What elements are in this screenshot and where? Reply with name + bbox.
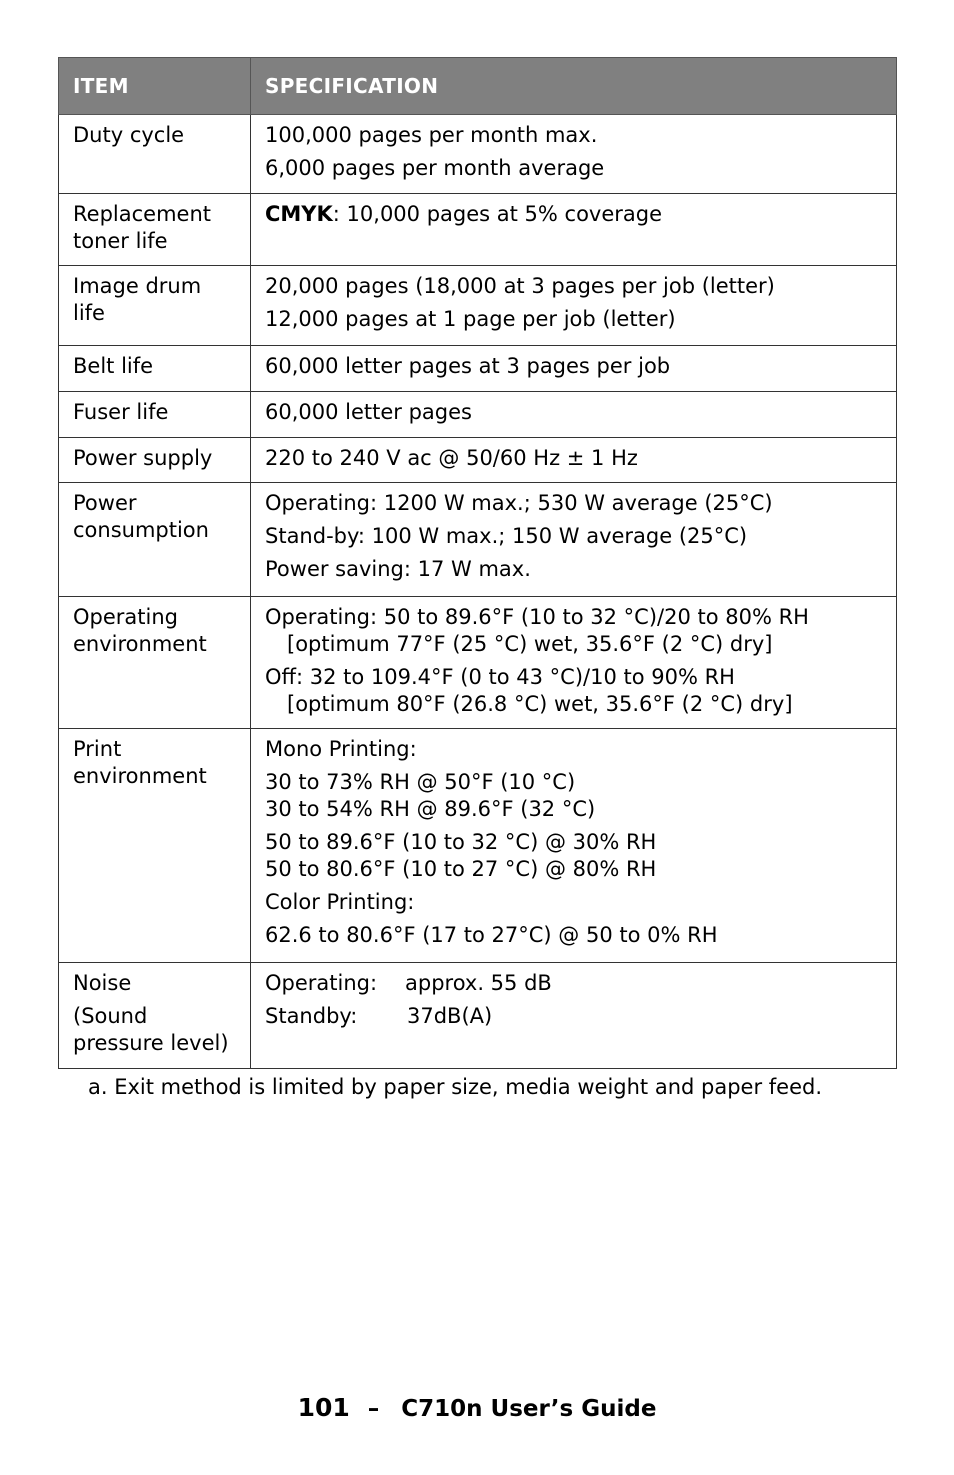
spec-cell — [251, 392, 897, 438]
spec-cell — [251, 115, 897, 194]
specification-table — [58, 57, 897, 1069]
spec-line: 20,000 pages (18,000 at 3 pages per job (letter) — [265, 274, 775, 298]
table-row — [59, 266, 897, 346]
item-cell: Operating environment — [59, 597, 251, 729]
spec-line: [optimum 77°F (25 °C) wet, 35.6°F (2 °C) dry] — [287, 632, 773, 656]
table-header-row — [59, 58, 897, 115]
spec-line: Operating: 1200 W max.; 530 W average (25°C) — [265, 491, 773, 515]
spec-label: Operating: — [265, 971, 378, 995]
item-cell: Power supply — [59, 438, 251, 483]
table-row — [59, 483, 897, 597]
spec-line: Mono Printing: — [265, 737, 417, 761]
spec-line: Operating: 50 to 89.6°F (10 to 32 °C)/20 to 80% RH — [265, 605, 809, 629]
table-row — [59, 597, 897, 729]
item-cell: Print environment — [59, 729, 251, 963]
spec-cell — [251, 483, 897, 597]
header-item: ITEM — [59, 58, 251, 115]
table-row — [59, 963, 897, 1069]
spec-line: 30 to 73% RH @ 50°F (10 °C) — [265, 770, 576, 794]
spec-value: approx. 55 dB — [405, 971, 552, 995]
spec-cell — [251, 194, 897, 266]
spec-line: 30 to 54% RH @ 89.6°F (32 °C) — [265, 797, 596, 821]
item-cell: Power consumption — [59, 483, 251, 597]
spec-cell — [251, 438, 897, 483]
spec-bold-label: CMYK — [265, 202, 333, 226]
spec-line: 50 to 89.6°F (10 to 32 °C) @ 30% RH — [265, 830, 657, 854]
item-line: (Sound pressure level) — [73, 1004, 229, 1055]
spec-value: 37dB(A) — [407, 1004, 493, 1028]
spec-line: Off: 32 to 109.4°F (0 to 43 °C)/10 to 90% RH — [265, 665, 735, 689]
spec-text: : 10,000 pages at 5% coverage — [332, 202, 663, 226]
header-specification: SPECIFICATION — [251, 58, 897, 115]
table-row — [59, 115, 897, 194]
table-footnote: a. Exit method is limited by paper size, media weight and paper feed. — [88, 1075, 823, 1099]
table-row — [59, 194, 897, 266]
spec-line: [optimum 80°F (26.8 °C) wet, 35.6°F (2 °C) dry] — [287, 692, 793, 716]
spec-cell — [251, 963, 897, 1069]
item-cell: Replacement toner life — [59, 194, 251, 266]
table-row — [59, 729, 897, 963]
spec-label: Standby: — [265, 1004, 358, 1028]
footer-separator: – — [367, 1396, 380, 1422]
table-row — [59, 392, 897, 438]
item-cell: Belt life — [59, 346, 251, 392]
spec-line — [265, 1003, 882, 1030]
spec-line: 60,000 letter pages at 3 pages per job — [265, 354, 671, 378]
spec-cell — [251, 729, 897, 963]
spec-line — [265, 201, 882, 228]
spec-line: 60,000 letter pages — [265, 400, 472, 424]
item-cell: Fuser life — [59, 392, 251, 438]
table-row — [59, 346, 897, 392]
spec-cell — [251, 266, 897, 346]
item-cell — [59, 963, 251, 1069]
spec-line: 12,000 pages at 1 page per job (letter) — [265, 307, 676, 331]
spec-line: 50 to 80.6°F (10 to 27 °C) @ 80% RH — [265, 857, 657, 881]
spec-line: Color Printing: — [265, 890, 415, 914]
spec-line: Power saving: 17 W max. — [265, 557, 531, 581]
page-number: 101 — [297, 1393, 350, 1422]
table-row — [59, 438, 897, 483]
document-title: C710n User’s Guide — [401, 1396, 657, 1422]
spec-line — [265, 970, 882, 997]
item-cell: Duty cycle — [59, 115, 251, 194]
spec-cell — [251, 346, 897, 392]
item-line: Noise — [73, 971, 132, 995]
page-footer — [0, 1393, 954, 1422]
spec-line: 62.6 to 80.6°F (17 to 27°C) @ 50 to 0% RH — [265, 923, 718, 947]
item-cell: Image drum life — [59, 266, 251, 346]
spec-line: 100,000 pages per month max. — [265, 123, 598, 147]
spec-cell — [251, 597, 897, 729]
spec-line: 6,000 pages per month average — [265, 156, 605, 180]
spec-line: Stand-by: 100 W max.; 150 W average (25°C) — [265, 524, 748, 548]
spec-line: 220 to 240 V ac @ 50/60 Hz ± 1 Hz — [265, 446, 638, 470]
